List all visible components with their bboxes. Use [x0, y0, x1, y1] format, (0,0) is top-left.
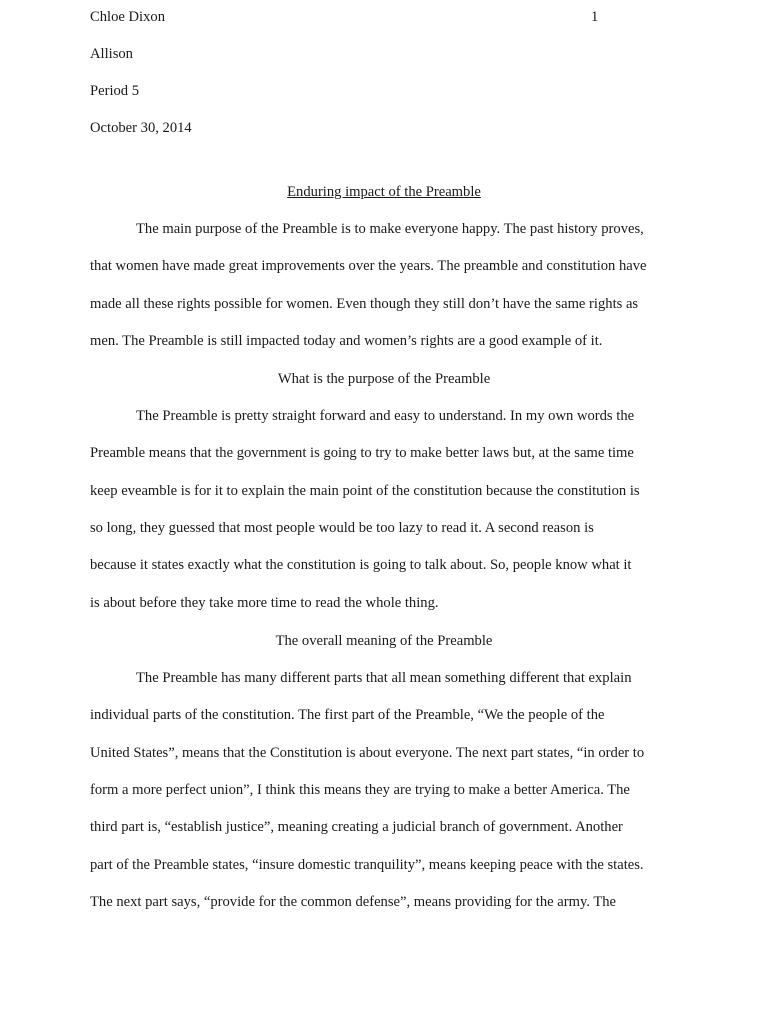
paragraph-line: because it states exactly what the constitution is going to talk about. So, people know what it [90, 557, 632, 573]
teacher-name: Allison [90, 46, 133, 62]
paragraph-line: so long, they guessed that most people would be too lazy to read it. A second reason is [90, 520, 594, 536]
paragraph-line: men. The Preamble is still impacted today and women’s rights are a good example of it. [90, 333, 603, 349]
paragraph-line: is about before they take more time to read the whole thing. [90, 595, 439, 611]
paragraph-line: individual parts of the constitution. The first part of the Preamble, “We the people of the [90, 707, 605, 723]
page-number: 1 [591, 9, 599, 25]
paragraph-line: Preamble means that the government is going to try to make better laws but, at the same time [90, 445, 634, 461]
section-heading: The overall meaning of the Preamble [275, 633, 493, 649]
class-period: Period 5 [90, 83, 140, 99]
paragraph-line: The next part says, “provide for the common defense”, means providing for the army. The [90, 894, 617, 910]
paragraph-line: United States”, means that the Constitution is about everyone. The next part states, “in order to [90, 745, 645, 761]
author-name: Chloe Dixon [90, 9, 165, 25]
section-heading: What is the purpose of the Preamble [277, 371, 491, 387]
paragraph-line: The main purpose of the Preamble is to make everyone happy. The past history proves, [136, 221, 644, 237]
paragraph-line: The Preamble has many different parts that all mean something different that explain [136, 670, 632, 686]
paragraph-line: The Preamble is pretty straight forward and easy to understand. In my own words the [136, 408, 635, 424]
paragraph-line: part of the Preamble states, “insure domestic tranquility”, means keeping peace with the states. [90, 857, 644, 873]
document-title: Enduring impact of the Preamble [287, 184, 481, 200]
document-date: October 30, 2014 [90, 120, 192, 136]
paragraph-line: made all these rights possible for women. Even though they still don’t have the same rights as [90, 296, 639, 312]
paragraph-line: keep eveamble is for it to explain the main point of the constitution because the constitution is [90, 483, 640, 499]
paragraph-line: third part is, “establish justice”, meaning creating a judicial branch of government. Another [90, 819, 623, 835]
paragraph-line: form a more perfect union”, I think this means they are trying to make a better America. The [90, 782, 630, 798]
paragraph-line: that women have made great improvements over the years. The preamble and constitution have [90, 258, 647, 274]
